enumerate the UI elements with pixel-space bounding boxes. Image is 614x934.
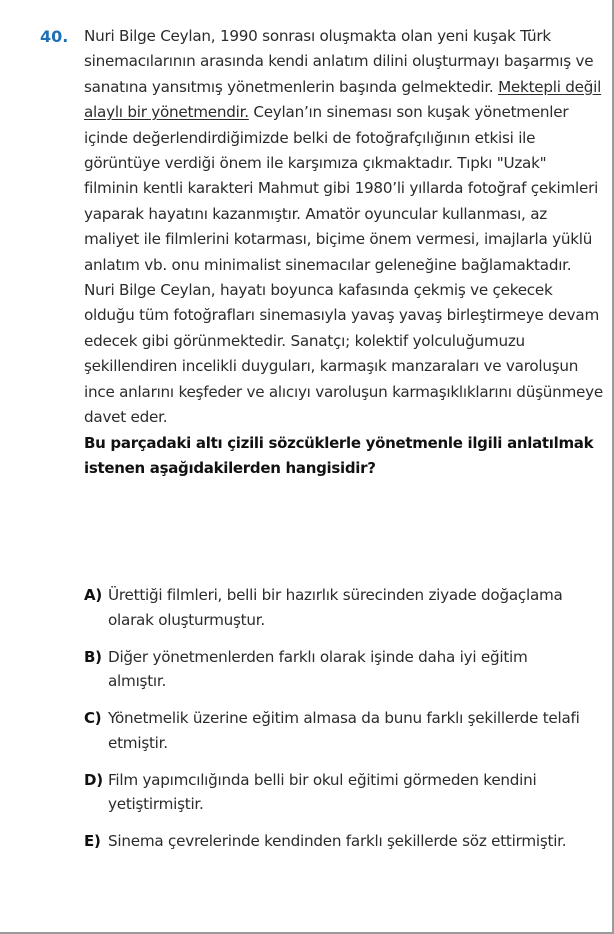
option-letter: A) <box>84 586 102 604</box>
option-text: Diğer yönetmenlerden farklı olarak işinde daha iyi eğitim almıştır. <box>108 647 528 690</box>
passage-text-before: Nuri Bilge Ceylan, 1990 sonrası oluşmakta olan yeni kuşak Türk sinemacılarının arasında kendi anlatım dilini oluşturmayı başarmış ve sanatına yansıtmış yönetmenlerin başında gelmektedir. <box>84 27 594 96</box>
option-a[interactable] <box>84 583 584 632</box>
question-number: 40. <box>40 27 69 46</box>
option-text: Yönetmelik üzerine eğitim almasa da bunu farklı şekillerde telafi etmiştir. <box>108 709 580 752</box>
option-d[interactable] <box>84 768 584 817</box>
option-text: Film yapımcılığında belli bir okul eğitimi görmeden kendini yetiştirmiştir. <box>108 770 537 813</box>
question-prompt: Bu parçadaki altı çizili sözcüklerle yönetmenle ilgili anlatılmak istenen aşağıdakilerden hangisidir? <box>84 433 594 477</box>
option-text: Ürettiği filmleri, belli bir hazırlık sürecinden ziyade doğaçlama olarak oluşturmuştur. <box>108 586 563 629</box>
option-letter: C) <box>84 709 102 727</box>
passage-underlined-phrase: Mektepli değil alaylı bir yönetmendir. <box>84 77 602 122</box>
option-e[interactable] <box>84 829 584 854</box>
option-c[interactable] <box>84 706 584 755</box>
question-40 <box>40 24 603 482</box>
question-body <box>84 24 604 482</box>
passage <box>84 24 604 431</box>
option-letter: E) <box>84 832 101 850</box>
option-text: Sinema çevrelerinde kendinden farklı şekillerde söz ettirmiştir. <box>108 832 567 850</box>
option-letter: B) <box>84 647 102 666</box>
option-letter: D) <box>84 770 103 789</box>
passage-text-after: Ceylan’ın sineması son kuşak yönetmenler içinde değerlendirdiğimizde belki de fotoğrafçılığının etkisi ile görüntüye verdiği önem ile karşımıza çıkmaktadır. Tıpkı "Uzak" filminin kentli karakteri Mahmut gibi 1980’li yıllarda fotoğraf çekimleri yaparak hayatını kazanmıştır. Amatör oyuncular kullanması, az maliyet ile filmlerini kotarması, biçime önem vermesi, imajlarla yüklü anlatım vb. onu minimalist sinemacılar geleneğine bağlamaktadır. Nuri Bilge Ceylan, hayatı boyunca kafasında çekmiş ve çekecek olduğu tüm fotoğrafları sinemasıyla yavaş yavaş birleştirmeye devam edecek gibi görünmektedir. Sanatçı; kolektif yolculuğumuzu şekillendiren incelikli duyguları, karmaşık manzaraları ve varoluşun ince anlarını keşfeder ve alıcıyı varoluşun karmaşıklıklarını düşünmeye davet eder. <box>84 103 603 427</box>
answer-options <box>84 583 584 866</box>
option-b[interactable] <box>84 645 584 694</box>
